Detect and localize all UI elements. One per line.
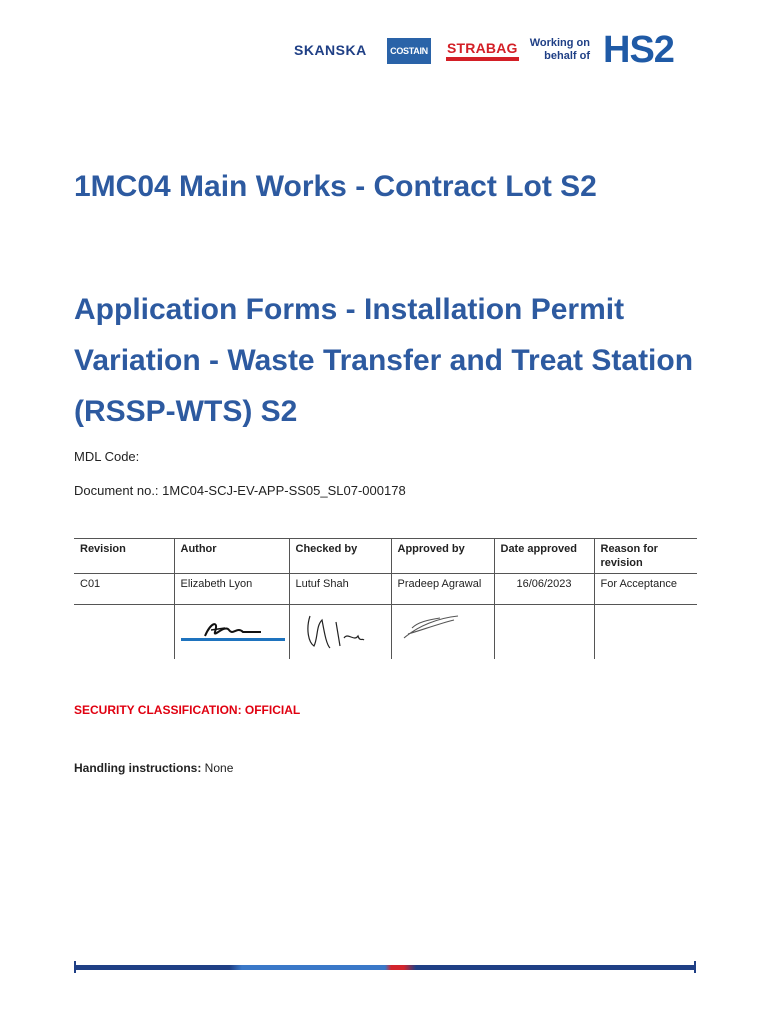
checker-signature (289, 605, 391, 660)
header-author: Author (174, 539, 289, 574)
signature-empty-cell (594, 605, 697, 660)
document-title: 1MC04 Main Works - Contract Lot S2 (74, 170, 597, 203)
approver-signature-image (398, 608, 488, 648)
signature-row (74, 605, 697, 660)
handling-value: None (201, 761, 234, 775)
hs2-logo: HS2 (603, 29, 674, 71)
security-classification: SECURITY CLASSIFICATION: OFFICIAL (74, 703, 301, 717)
footer-rule (74, 965, 696, 970)
document-number: Document no.: 1MC04-SCJ-EV-APP-SS05_SL07-000178 (74, 483, 406, 498)
revision-table-header (74, 539, 697, 574)
behalf-of-line: behalf of (544, 50, 590, 62)
cell-revision: C01 (74, 574, 174, 605)
approver-signature (391, 605, 494, 660)
strabag-logo: STRABAG (446, 40, 519, 61)
working-on-behalf-of-text (520, 37, 590, 63)
cell-date-approved: 16/06/2023 (494, 574, 594, 605)
working-on-line: Working on (529, 37, 590, 49)
revision-table (74, 538, 697, 659)
cell-checked-by: Lutuf Shah (289, 574, 391, 605)
handling-instructions (74, 761, 233, 775)
cell-reason: For Acceptance (594, 574, 697, 605)
header-date-approved: Date approved (494, 539, 594, 574)
costain-logo: COSTAIN (387, 38, 431, 64)
signature-empty-cell (494, 605, 594, 660)
author-signature (174, 605, 289, 660)
checker-signature-image (296, 608, 386, 652)
header-reason-for-revision: Reason for revision (594, 539, 697, 574)
signature-empty-cell (74, 605, 174, 660)
cell-author: Elizabeth Lyon (174, 574, 289, 605)
document-subtitle: Application Forms - Installation Permit Variation - Waste Transfer and Treat Station (RSSP-WTS) S2 (74, 293, 694, 428)
mdl-code-label: MDL Code: (74, 449, 140, 464)
author-signature-image (181, 608, 285, 648)
table-row (74, 574, 697, 605)
handling-label: Handling instructions: (74, 761, 202, 775)
header-approved-by: Approved by (391, 539, 494, 574)
skanska-logo: SKANSKA (294, 42, 367, 58)
header-checked-by: Checked by (289, 539, 391, 574)
cell-approved-by: Pradeep Agrawal (391, 574, 494, 605)
partner-logos (290, 30, 700, 70)
header-revision: Revision (74, 539, 174, 574)
